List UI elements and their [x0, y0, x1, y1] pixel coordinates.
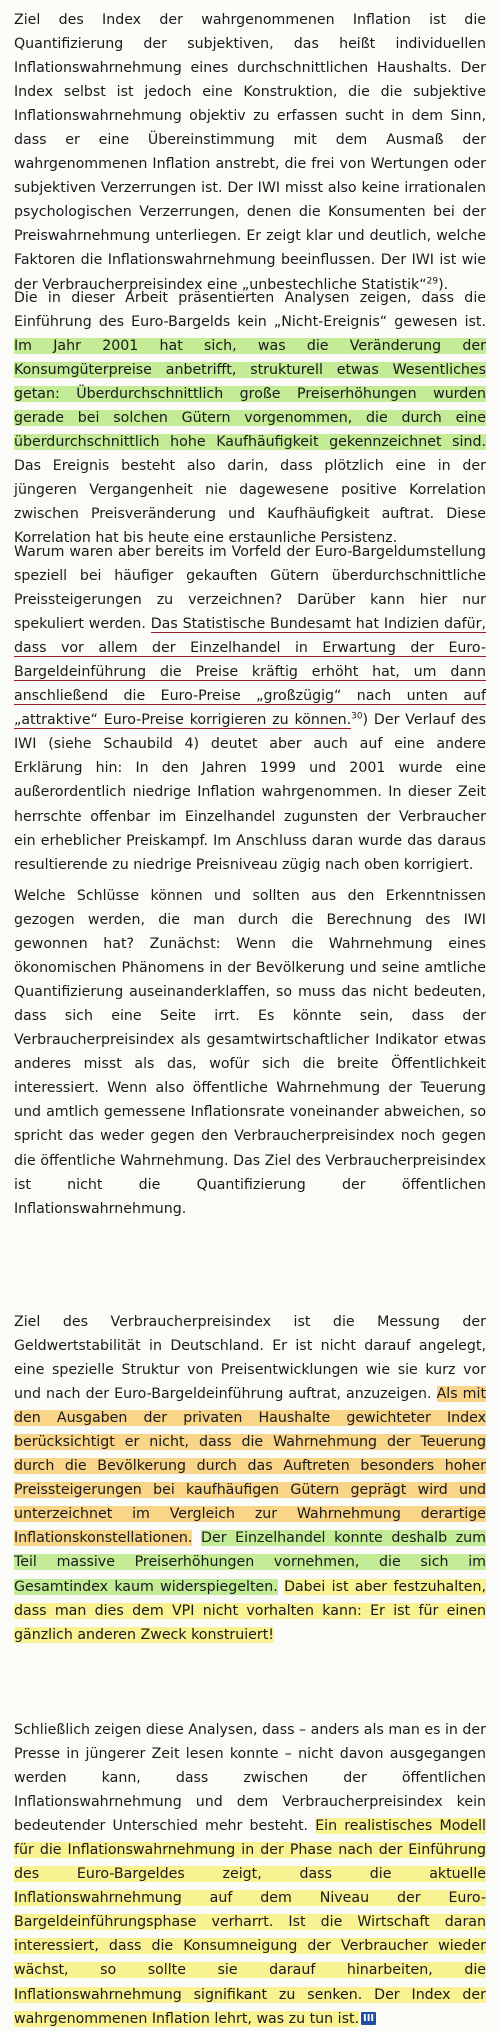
paragraph-2-intro: Die in dieser Arbeit präsentierten Analysen zeigen, dass die Einführung des Euro-Bargelds kein „Nicht-Ereignis“ gewesen ist.	[14, 290, 486, 331]
paragraph-2	[14, 286, 486, 551]
paragraph-6	[14, 1718, 486, 2031]
paragraph-1-end: ).	[438, 276, 449, 293]
paragraph-4	[14, 884, 486, 1221]
paragraph-1-text: Ziel des Index der wahrgenommenen Inflation ist die Quantifizierung der subjektiven, das heißt individuellen Inflationswahrnehmung eines durchschnittlichen Haushalts. Der Index selbst ist jedoch eine Konstruktion, die die subjektive Inflationswahrnehmung objektiv zu erfassen sucht in dem Sinn, dass er eine Übereinstimmung mit dem Ausmaß der wahrgenommenen Inflation anstrebt, die frei von Wertungen oder subjektiven Verzerrungen ist. Der IWI misst also keine irrationalen psychologischen Verzerrungen, denen die Konsumenten bei der Preiswahrnehmung unterliegen. Er zeigt klar und deutlich, welche Faktoren die Inflationswahrnehmung beeinflussen. Der IWI ist wie der Verbraucherpreisindex eine „unbestechliche Statistik“	[14, 12, 486, 293]
highlight-orange-index: Als mit den Ausgaben der privaten Haushalte gewichteter Index berücksichtigt er nicht, dass die Wahrnehmung der Teuerung durch die Bevölkerung durch das Auftreten besonders hoher Preissteigerungen bei kaufhäufigen Gütern geprägt wird und unterzeichnet im Vergleich zur Wahrnehmung derartige Inflationskonstellationen.	[14, 1386, 487, 1547]
paragraph-3-rest: ) Der Verlauf des IWI (siehe Schaubild 4) deutet aber auch auf eine andere Erklärung hin: In den Jahren 1999 und 2001 wurde eine außerordentlich niedrige Inflation wahrgenommen. In dieser Zeit herrschte offenbar im Einzelhandel zugunsten der Verbraucher ein erheblicher Preiskampf. Im Anschluss daran wurde das daraus resultierende zu niedrige Preisniveau zügig nach oben korrigiert.	[14, 712, 486, 873]
paragraph-3	[14, 540, 486, 877]
paragraph-6-intro: Schließlich zeigen diese Analysen, dass – anders als man es in der Presse in jüngerer Zeit lesen konnte – nicht davon ausgegangen werden kann, dass zwischen der öffentlichen Inflationswahrnehmung und dem Verbraucherpreisindex kein bedeutender Unterschied mehr besteht.	[14, 1722, 486, 1835]
paragraph-3-intro: Warum waren aber bereits im Vorfeld der Euro-Bargeldumstellung speziell bei häufiger gekauften Gütern überdurchschnittliche Preissteigerungen zu verzeichnen? Darüber kann hier nur spekuliert werden.	[14, 544, 486, 633]
highlight-yellow-vpi: Dabei ist aber festzuhalten, dass man dies dem VPI nicht vorhalten kann: Er ist für einen gänzlich anderen Zweck konstruiert!	[14, 1578, 486, 1643]
footnote-29[interactable]: 29	[426, 275, 439, 286]
paragraph-5-intro: Ziel des Verbraucherpreisindex ist die Messung der Geldwertstabilität in Deutschland. Er ist nicht darauf angelegt, eine spezielle Struktur von Preisentwicklungen wie sie kurz vor und nach der Euro-Bargeldeinführung auftrat, anzuzeigen.	[14, 1314, 486, 1403]
paragraph-1	[14, 8, 486, 297]
publisher-logo-icon: III	[362, 2013, 375, 2025]
paragraph-2-rest: Das Ereignis besteht also darin, dass plötzlich eine in der jüngeren Vergangenheit nie dagewesene positive Korrelation zwischen Preisveränderung und Kaufhäufigkeit auftrat. Diese Korrelation hat bis heute eine erstaunliche Persistenz.	[14, 458, 486, 547]
footnote-30[interactable]: 30	[351, 711, 363, 722]
underline-red-bundesamt: Das Statistische Bundesamt hat Indizien dafür, dass vor allem der Einzelhandel in Erwartung der Euro-Bargeldeinführung die Preise kräftig erhöht hat, um dann anschließend die Euro-Preise „großzügig“ nach unten auf „attraktive“ Euro-Preise korrigieren zu können.	[14, 616, 486, 729]
highlight-green-einzelhandel: Der Einzelhandel konnte deshalb zum Teil massive Preiserhöhungen vornehmen, die sich im Gesamtindex kaum widerspiegelten.	[14, 1530, 486, 1595]
paragraph-5	[14, 1310, 486, 1647]
highlight-yellow-model: Ein realistisches Modell für die Inflationswahrnehmung in der Phase nach der Einführung des Euro-Bargeldes zeigt, dass die aktuelle Inflationswahrnehmung auf dem Niveau der Euro-Bargeldeinführungsphase verharrt. Ist die Wirtschaft daran interessiert, dass die Konsumneigung der Verbraucher wieder wächst, so sollte sie darauf hinarbeiten, die Inflationswahrnehmung signifikant zu senken. Der Index der wahrgenommenen Inflation lehrt, was zu tun ist.	[14, 1818, 486, 2027]
paragraph-4-text: Welche Schlüsse können und sollten aus den Erkenntnissen gezogen werden, die man durch die Berechnung des IWI gewonnen hat? Zunächst: Wenn die Wahrnehmung eines ökonomischen Phänomens in der Bevölkerung und seine amtliche Quantifizierung auseinanderklaffen, so muss das nicht bedeuten, dass sich eine Seite irrt. Es könnte sein, dass der Verbraucherpreisindex als gesamtwirtschaftlicher Indikator etwas anderes misst als das, wofür sich die breite Öffentlichkeit interessiert. Wenn also öffentliche Wahrnehmung der Teuerung und amtlich gemessene Inflationsrate voneinander abweichen, so spricht das weder gegen den Verbraucherpreisindex noch gegen die öffentliche Wahrnehmung. Das Ziel des Verbraucherpreisindex ist nicht die Quantifizierung der öffentlichen Inflationswahrnehmung.	[14, 888, 486, 1217]
spacer	[192, 1530, 201, 1546]
highlight-green-2001: Im Jahr 2001 hat sich, was die Veränderung der Konsumgüterpreise anbetrifft, strukturell etwas Wesentliches getan: Überdurchschnittlich große Preiserhöhungen wurden gerade bei solchen Gütern vorgenommen, die durch eine überdurchschnittlich hohe Kaufhäufigkeit gekennzeichnet sind.	[14, 338, 486, 451]
